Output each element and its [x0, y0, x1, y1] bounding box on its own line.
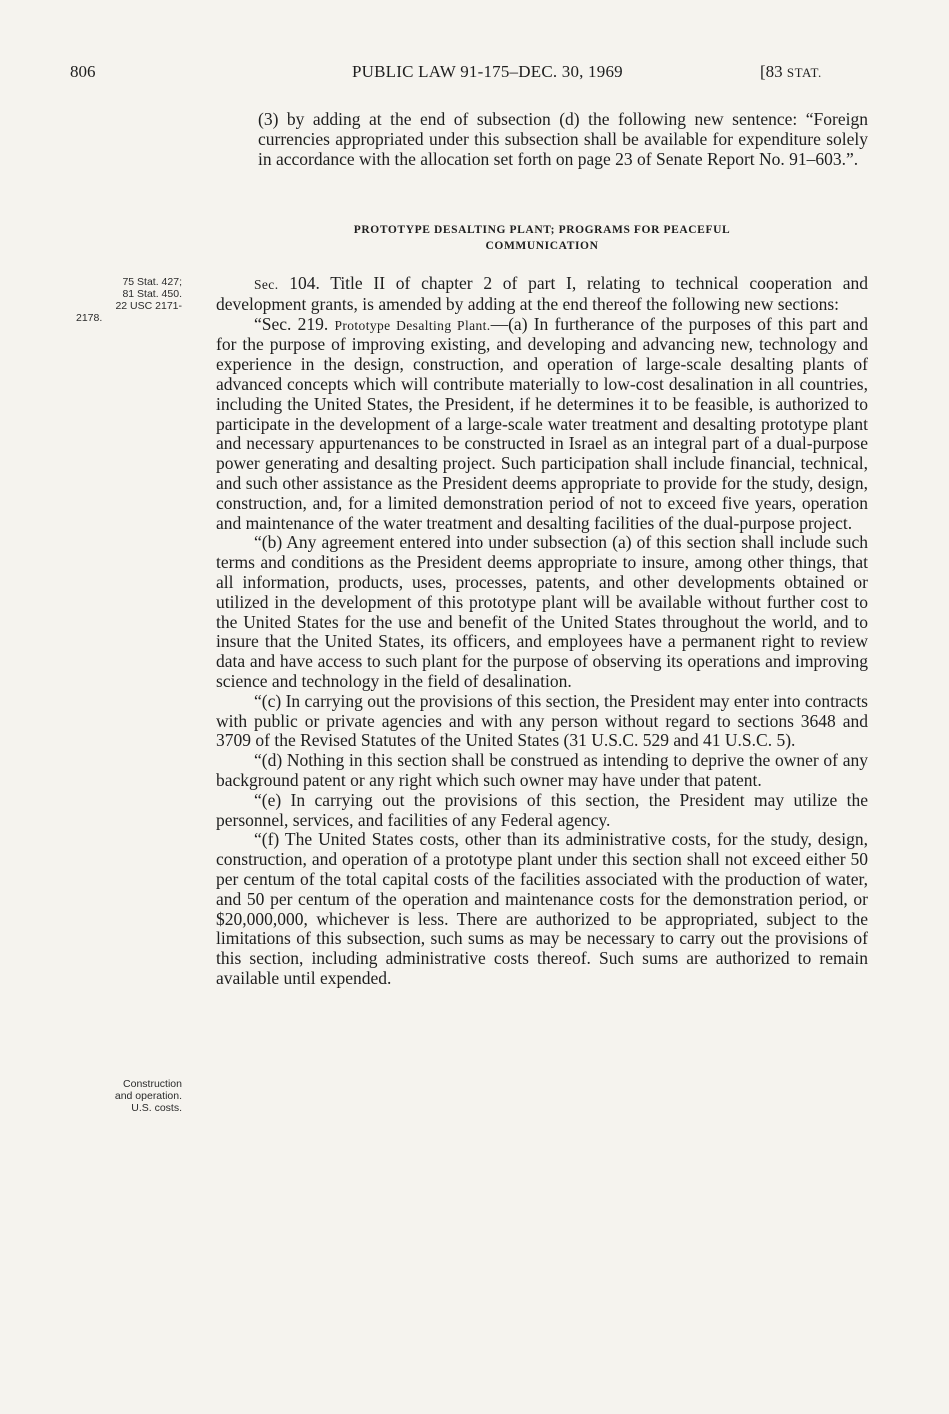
subsection-e: “(e) In carrying out the provisions of this section, the President may utilize the personnel, services, and facilities of any Federal agency. — [216, 789, 868, 830]
subsection-f: “(f) The United States costs, other than its administrative costs, for the study, design, construction, and operation of a prototype plant under this section shall not exceed either 50 per centum of the total capital costs of the facilities associated with the production of water, and 50 per centum of the operation and maintenance costs for the demonstration period, or $20,000,000, whichever is less. There are authorized to be appropriated, subject to the limitations of this subsection, such sums as may be necessary to carry out the provisions of this section, including administrative costs thereof. Such sums are authorized to remain available until expended. — [216, 829, 868, 988]
stat-ref-prefix: [83 — [760, 62, 783, 81]
citation-line: 81 Stat. 450. — [122, 288, 182, 300]
construction-note-line: Construction — [123, 1078, 182, 1090]
page-header — [0, 62, 949, 88]
statute-volume-reference — [760, 62, 822, 82]
running-title: PUBLIC LAW 91-175–DEC. 30, 1969 — [352, 62, 623, 81]
sec219-text: —(a) In furtherance of the purposes of this part and for the purpose of improving existing, and developing and advancing new, technology and experience in the design, construction, and operation of large-scale desalting plants of advanced concepts which will contribute materially to low-cost desalination in all countries, including the United States, the President, if he determines it to be feasible, is authorized to participate in the development of a large-scale water treatment and desalting prototype plant and necessary appurtenances to be constructed in Israel as an integral part of a dual-purpose power generating and desalting project. Such participation shall include financial, technical, and such other assistance as the President deems appropriate to provide for the study, design, construction, and, for a limited demonstration period of not to exceed five years, operation and maintenance of the water treatment and desalting facilities of the dual-purpose project. — [216, 313, 868, 533]
subsection-c: “(c) In carrying out the provisions of this section, the President may enter into contracts with public or private agencies and with any person without regard to sections 3648 and 3709 of the Revised Statutes of the United States (31 U.S.C. 529 and 41 U.S.C. 5). — [216, 690, 868, 751]
sec219-title: Prototype Desalting Plant. — [334, 317, 491, 333]
section-heading — [216, 222, 868, 254]
sec219-number: 219. — [291, 313, 335, 334]
section-104 — [216, 274, 868, 315]
intro-amendment — [216, 110, 868, 169]
citation-line: 2178. — [76, 312, 103, 324]
paragraph-3: (3) by adding at the end of subsection (d) the following new sentence: “Foreign currencies appropriated under this subsection shall be available for expenditure solely in accordance with the allocation set forth on page 23 of Senate Report No. 91–603.”. — [258, 109, 868, 169]
section-104-text: 104. Title II of chapter 2 of part I, relating to technical cooperation and development grants, is amended by adding at the end thereof the following new sections: — [216, 273, 868, 314]
citation-line: 22 USC 2171- — [115, 300, 182, 312]
section-heading-line-1: PROTOTYPE DESALTING PLANT; PROGRAMS FOR PEACEFUL — [353, 224, 731, 236]
construction-note-line: U.S. costs. — [131, 1102, 182, 1114]
citation-line: 75 Stat. 427; — [122, 276, 182, 288]
section-219-a — [216, 315, 868, 534]
stat-ref-label: STAT. — [786, 65, 822, 80]
main-text — [216, 274, 868, 989]
sec219-open: “Sec. — [254, 313, 292, 334]
page-number: 806 — [70, 62, 96, 81]
section-heading-line-2: COMMUNICATION — [485, 240, 599, 252]
margin-note-citations — [64, 276, 182, 324]
subsection-b: “(b) Any agreement entered into under subsection (a) of this section shall include such terms and conditions as the President deems appropriate to insure, among other things, that all information, products, uses, processes, patents, and other developments obtained or utilized in the development of this prototype plant will be available without further cost to the United States for the use and benefit of the United States throughout the world, and to insure that the United States, its officers, and employees have a permanent right to review data and have access to such plant for the purpose of observing its operations and improving science and technology in the field of desalination. — [216, 532, 868, 691]
margin-note-construction — [64, 1078, 182, 1114]
subsection-d: “(d) Nothing in this section shall be construed as intending to deprive the owner of any background patent or any right which such owner may have under that patent. — [216, 750, 868, 790]
construction-note-line: and operation. — [114, 1090, 182, 1102]
sec-label: Sec. — [254, 277, 279, 292]
